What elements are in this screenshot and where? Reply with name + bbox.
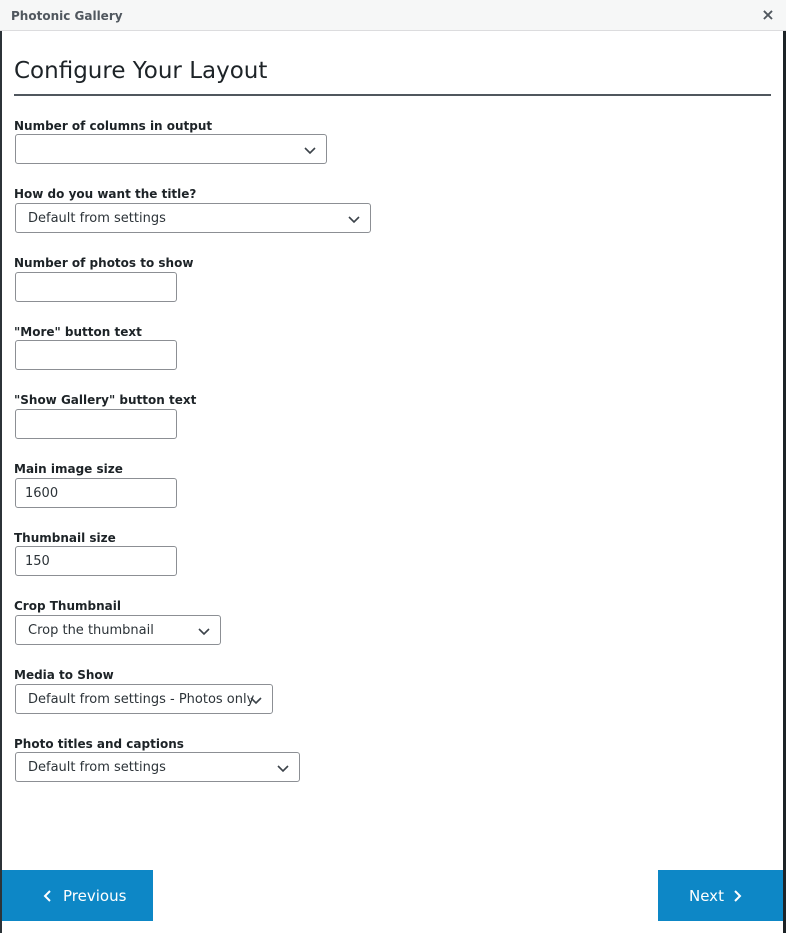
chevron-down-icon (347, 212, 361, 226)
captions-label: Photo titles and captions (14, 737, 184, 751)
thumbnail-size-value: 150 (25, 554, 50, 569)
media-to-show-select[interactable] (15, 684, 273, 714)
captions-select[interactable] (15, 752, 300, 782)
close-icon[interactable]: × (761, 5, 775, 24)
title-style-select-value: Default from settings (28, 211, 166, 226)
columns-select[interactable] (15, 134, 327, 164)
chevron-right-icon (731, 889, 743, 903)
chevron-left-icon (42, 889, 54, 903)
title-style-select[interactable] (15, 203, 371, 233)
title-style-label: How do you want the title? (14, 187, 197, 201)
modal-title: Photonic Gallery (11, 9, 123, 23)
thumbnail-size-input[interactable] (15, 546, 177, 576)
chevron-down-icon (197, 624, 211, 638)
chevron-down-icon (303, 143, 317, 157)
photo-count-input[interactable] (15, 272, 177, 302)
crop-thumbnail-select[interactable] (15, 615, 221, 645)
more-button-text-label: "More" button text (14, 325, 142, 339)
title-divider (14, 94, 771, 96)
modal-titlebar (0, 0, 786, 31)
more-button-text-input[interactable] (15, 340, 177, 370)
main-image-size-label: Main image size (14, 462, 123, 476)
next-button[interactable] (658, 870, 783, 921)
previous-button[interactable] (2, 870, 153, 921)
main-image-size-value: 1600 (25, 486, 59, 501)
crop-thumbnail-label: Crop Thumbnail (14, 599, 121, 613)
captions-select-value: Default from settings (28, 760, 166, 775)
thumbnail-size-label: Thumbnail size (14, 531, 116, 545)
chevron-down-icon (249, 693, 263, 707)
show-gallery-text-input[interactable] (15, 409, 177, 439)
chevron-down-icon (276, 761, 290, 775)
window-left-edge (0, 0, 2, 933)
photo-count-label: Number of photos to show (14, 256, 194, 270)
show-gallery-text-label: "Show Gallery" button text (14, 393, 197, 407)
media-to-show-label: Media to Show (14, 668, 114, 682)
crop-thumbnail-select-value: Crop the thumbnail (28, 623, 154, 638)
columns-label: Number of columns in output (14, 119, 213, 133)
main-image-size-input[interactable] (15, 478, 177, 508)
page-title: Configure Your Layout (14, 58, 268, 84)
previous-button-label: Previous (63, 887, 127, 905)
next-button-label: Next (689, 887, 724, 905)
media-to-show-select-value: Default from settings - Photos only (28, 692, 255, 707)
